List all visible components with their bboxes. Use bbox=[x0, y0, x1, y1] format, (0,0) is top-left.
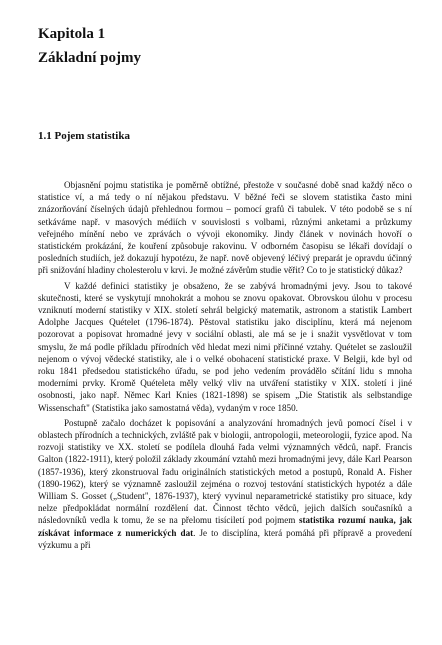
paragraph-3 bbox=[38, 417, 412, 551]
paragraph-3-continuation: . Je to disciplína, která pomáhá při přípravě a provedení výzkumu a při bbox=[38, 527, 412, 550]
paragraph-2: V každé definici statistiky je obsaženo, že se zabývá hromadnými jevy. Jsou to takové skutečnosti, které se vyskytují mnohokrát a mohou se znovu opakovat. Obrovskou úlohu v procesu vzniknutí moderní statistiky v XIX. století sehrál belgický matematik, astronom a statistik Lambert Adolphe Jacques Quételet (1796-1874). Pěstoval statistiku jako disciplínu, která má nejenom pozorovat a popisovat hromadné jevy v sociální oblasti, ale má se je i snažit vysvětlovat v tom smyslu, že má podle příkladu přírodních věd hledat mezi nimi příčinné vztahy. Quételet se zasloužil nejenom o vývoj vědecké statistiky, ale i o velké obohacení statistické praxe. V Belgii, kde byl od roku 1841 předsedou statistického úřadu, se pod jeho vedením provádělo sčítání lidu s mnoha moderními prvky. Kromě Quételeta měly velký vliv na utváření statistiky v XIX. století i jiné osobnosti, jako např. Němec Karl Knies (1821-1898) se spisem „Die Statistik als selbstandige Wissenschaft" (Statistika jako samostatná věda), vydaným v roce 1850. bbox=[38, 280, 412, 413]
chapter-title: Základní pojmy bbox=[38, 50, 141, 66]
definition-bold-text: statistika rozumí nauka, jak získávat informace z numerických dat bbox=[38, 515, 412, 538]
section-heading: 1.1 Pojem statistika bbox=[38, 130, 130, 142]
paragraph-3-text: Postupně začalo docházet k popisování a analyzování hromadných jevů pomocí čísel i v oblastech přírodních a technických, zvláště pak v biologii, antropologii, meteorologii, fyzice apod. Na rozvoji statistiky ve XX. století se podílela dlouhá řada velmi významných vědců, např. Francis Galton (1822-1911), který položil základy zkoumání vztahů mezi hromadnými jevy, dále Karl Pearson (1857-1936), který zkonstruoval řadu originálních statistických metod a postupů, Ronald A. Fisher (1890-1962), který se významně zasloužil zejména o rozvoj testování statistických hypotéz a dále William S. Gosset („Student", 1876-1937), který vyvinul neparametrické statistiky pro situace, kdy nelze předpokládat normální rozdělení dat. Činnost těchto vědců, jejich dalších současníků a následovníků vedla k tomu, že se na přelomu tisíciletí pod pojmem bbox=[38, 417, 412, 526]
chapter-label: Kapitola 1 bbox=[38, 26, 106, 42]
paragraph-1: Objasnění pojmu statistika je poměrně obtížné, přestože v současné době snad každý něco o statistice ví, a má tedy o ní nějakou představu. V běžné řeči se slovem statistika často mini znázorňování číselných údajů přehlednou formou – pomocí grafů či tabulek. V této podobě se s ní setkáváme např. v masových médiích v souvislosti s volbami, různými anketami a průzkumy veřejného mínění nebo ve zprávách o vývoji ekonomiky. Jindy článek v novinách hovoří o statistickém prokázání, že kouření způsobuje rakovinu. V odborném časopisu se lékaři dovídají o posledních studiích, jež dokazují hypotézu, že např. nově objevený léčivý preparát je opravdu účinný při snižování hladiny cholesterolu v krvi. Je možné závěrům studie věřit? Co to je statistický důkaz? bbox=[38, 180, 412, 276]
body-text bbox=[38, 179, 412, 551]
